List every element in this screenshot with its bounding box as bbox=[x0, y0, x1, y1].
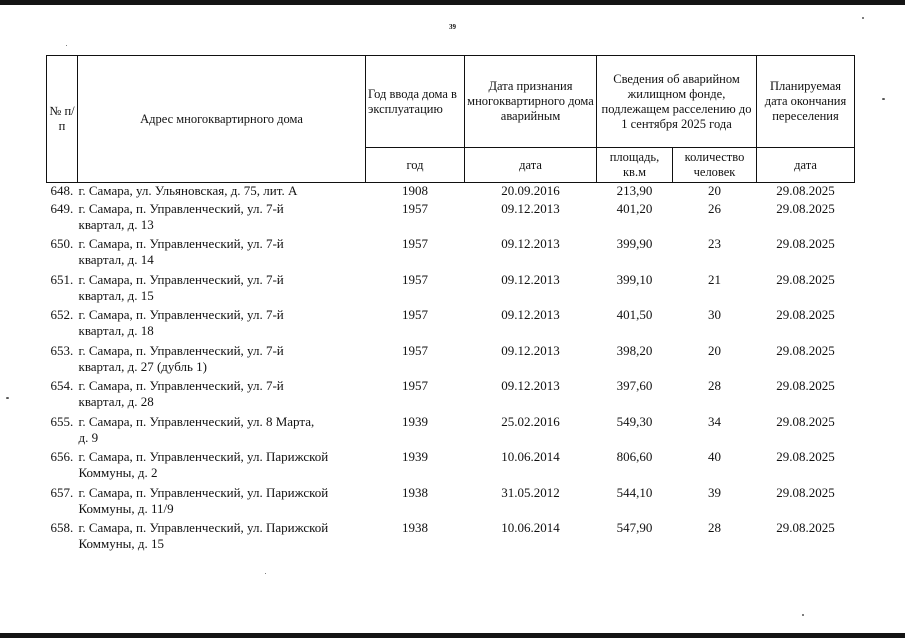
planned-date-cell: 29.08.2025 bbox=[776, 413, 835, 429]
table-row bbox=[47, 307, 855, 343]
address-line: г. Самара, п. Управленческий, ул. Парижской bbox=[78, 520, 329, 535]
page-number: 39 bbox=[449, 23, 456, 31]
people-cell: 23 bbox=[708, 236, 721, 251]
address-cell bbox=[47, 449, 366, 485]
year-cell: 1957 bbox=[402, 271, 428, 287]
area-cell: 549,30 bbox=[616, 413, 653, 429]
address-line-2: Коммуны, д. 2 bbox=[78, 465, 158, 480]
table-row bbox=[47, 520, 855, 556]
address-cell bbox=[47, 307, 366, 343]
subheader-planned: дата bbox=[757, 148, 855, 183]
emergency-housing-table bbox=[46, 55, 855, 556]
date-cell: 10.06.2014 bbox=[501, 449, 560, 464]
people-cell: 34 bbox=[708, 413, 721, 429]
subheader-area: площадь, кв.м bbox=[597, 148, 673, 183]
area-cell: 544,10 bbox=[616, 484, 653, 500]
row-number: 648. bbox=[50, 183, 74, 198]
address-cell bbox=[47, 236, 366, 272]
row-number: 654. bbox=[50, 378, 74, 393]
row-number: 655. bbox=[50, 413, 74, 429]
header-housing-info: Сведения об аварийном жилищном фонде, подлежащем расселению до 1 сентября 2025 года bbox=[597, 56, 757, 148]
people-cell: 40 bbox=[708, 449, 721, 464]
date-cell: 09.12.2013 bbox=[501, 342, 560, 358]
address-cell bbox=[47, 183, 366, 201]
row-number: 657. bbox=[50, 484, 74, 500]
planned-date-cell: 29.08.2025 bbox=[776, 271, 835, 287]
year-cell: 1938 bbox=[402, 520, 428, 535]
address-line: г. Самара, п. Управленческий, ул. 7-й bbox=[78, 236, 284, 251]
planned-date-cell: 29.08.2025 bbox=[776, 484, 835, 500]
date-cell: 09.12.2013 bbox=[501, 200, 560, 216]
row-number: 649. bbox=[50, 200, 74, 216]
date-cell: 09.12.2013 bbox=[501, 236, 560, 251]
area-cell: 398,20 bbox=[616, 342, 653, 358]
address-line-2: квартал, д. 15 bbox=[78, 287, 154, 303]
area-cell: 806,60 bbox=[616, 449, 653, 464]
people-cell: 21 bbox=[708, 271, 721, 287]
row-number: 652. bbox=[50, 307, 74, 322]
people-cell: 30 bbox=[708, 307, 721, 322]
scan-speck bbox=[265, 573, 266, 574]
address-line: г. Самара, п. Управленческий, ул. 7-й bbox=[78, 271, 284, 287]
area-cell: 397,60 bbox=[616, 378, 653, 393]
top-scan-border bbox=[0, 0, 905, 5]
year-cell: 1957 bbox=[402, 378, 428, 393]
people-cell: 20 bbox=[708, 183, 721, 198]
address-line: г. Самара, п. Управленческий, ул. 7-й bbox=[78, 378, 284, 393]
address-line-2: квартал, д. 14 bbox=[78, 252, 154, 267]
bottom-scan-border bbox=[0, 633, 905, 638]
date-cell: 09.12.2013 bbox=[501, 271, 560, 287]
area-cell: 547,90 bbox=[616, 520, 653, 535]
year-cell: 1957 bbox=[402, 307, 428, 322]
row-number: 653. bbox=[50, 342, 74, 358]
table-row bbox=[47, 343, 855, 379]
year-cell: 1908 bbox=[402, 183, 428, 198]
address-line-2: Коммуны, д. 15 bbox=[78, 536, 165, 551]
address-cell bbox=[47, 520, 366, 556]
people-cell: 28 bbox=[708, 378, 721, 393]
table-row bbox=[47, 272, 855, 308]
address-cell bbox=[47, 201, 366, 237]
area-cell: 401,50 bbox=[616, 307, 653, 322]
date-cell: 25.02.2016 bbox=[501, 413, 560, 429]
people-cell: 28 bbox=[708, 520, 721, 535]
people-cell: 39 bbox=[708, 484, 721, 500]
address-line: г. Самара, ул. Ульяновская, д. 75, лит. А bbox=[78, 183, 298, 198]
date-cell: 10.06.2014 bbox=[501, 520, 560, 535]
planned-date-cell: 29.08.2025 bbox=[776, 449, 835, 464]
year-cell: 1939 bbox=[402, 413, 428, 429]
row-number: 650. bbox=[50, 236, 74, 251]
table-row bbox=[47, 414, 855, 450]
header-planned-date: Планируемая дата окончания переселения bbox=[757, 56, 855, 148]
planned-date-cell: 29.08.2025 bbox=[776, 520, 835, 535]
address-cell bbox=[47, 485, 366, 521]
planned-date-cell: 29.08.2025 bbox=[776, 342, 835, 358]
area-cell: 399,10 bbox=[616, 271, 653, 287]
header-num: № п/п bbox=[47, 56, 78, 183]
address-line-2: квартал, д. 18 bbox=[78, 323, 154, 338]
planned-date-cell: 29.08.2025 bbox=[776, 183, 835, 198]
address-line-2: квартал, д. 28 bbox=[78, 394, 154, 409]
scan-speck bbox=[66, 45, 67, 46]
address-cell bbox=[47, 343, 366, 379]
address-cell bbox=[47, 378, 366, 414]
people-cell: 20 bbox=[708, 342, 721, 358]
planned-date-cell: 29.08.2025 bbox=[776, 200, 835, 216]
year-cell: 1957 bbox=[402, 200, 428, 216]
address-cell bbox=[47, 272, 366, 308]
year-cell: 1957 bbox=[402, 342, 428, 358]
address-cell bbox=[47, 414, 366, 450]
address-line-2: квартал, д. 13 bbox=[78, 216, 154, 232]
area-cell: 399,90 bbox=[616, 236, 653, 251]
date-cell: 20.09.2016 bbox=[501, 183, 560, 198]
scan-speck bbox=[862, 17, 864, 19]
header-emergency-date: Дата признания многоквартирного дома аварийным bbox=[465, 56, 597, 148]
year-cell: 1957 bbox=[402, 236, 428, 251]
scan-speck bbox=[6, 397, 9, 399]
year-cell: 1938 bbox=[402, 484, 428, 500]
row-number: 658. bbox=[50, 520, 74, 535]
table-row bbox=[47, 449, 855, 485]
address-line: г. Самара, п. Управленческий, ул. Парижской bbox=[78, 449, 329, 464]
table-row bbox=[47, 183, 855, 201]
scan-speck bbox=[882, 98, 885, 100]
date-cell: 09.12.2013 bbox=[501, 378, 560, 393]
people-cell: 26 bbox=[708, 200, 721, 216]
address-line-2: Коммуны, д. 11/9 bbox=[78, 500, 174, 516]
table-row bbox=[47, 378, 855, 414]
table-row bbox=[47, 485, 855, 521]
scan-speck bbox=[802, 614, 804, 616]
area-cell: 401,20 bbox=[616, 200, 653, 216]
address-line: г. Самара, п. Управленческий, ул. 8 Марта, bbox=[78, 413, 315, 429]
year-cell: 1939 bbox=[402, 449, 428, 464]
area-cell: 213,90 bbox=[616, 183, 653, 198]
address-line-2: квартал, д. 27 (дубль 1) bbox=[78, 358, 208, 374]
row-number: 656. bbox=[50, 449, 74, 464]
subheader-people: количество человек bbox=[673, 148, 757, 183]
address-line: г. Самара, п. Управленческий, ул. 7-й bbox=[78, 200, 284, 216]
planned-date-cell: 29.08.2025 bbox=[776, 378, 835, 393]
planned-date-cell: 29.08.2025 bbox=[776, 236, 835, 251]
subheader-year: год bbox=[366, 148, 465, 183]
address-line: г. Самара, п. Управленческий, ул. 7-й bbox=[78, 342, 284, 358]
table-row bbox=[47, 201, 855, 237]
row-number: 651. bbox=[50, 271, 74, 287]
subheader-date: дата bbox=[465, 148, 597, 183]
address-line: г. Самара, п. Управленческий, ул. Парижской bbox=[78, 484, 329, 500]
date-cell: 31.05.2012 bbox=[501, 484, 560, 500]
date-cell: 09.12.2013 bbox=[501, 307, 560, 322]
address-line: г. Самара, п. Управленческий, ул. 7-й bbox=[78, 307, 284, 322]
planned-date-cell: 29.08.2025 bbox=[776, 307, 835, 322]
header-address: Адрес многоквартирного дома bbox=[78, 56, 366, 183]
table-row bbox=[47, 236, 855, 272]
header-year-built: Год ввода дома в эксплуатацию bbox=[366, 56, 465, 148]
address-line-2: д. 9 bbox=[78, 429, 99, 445]
